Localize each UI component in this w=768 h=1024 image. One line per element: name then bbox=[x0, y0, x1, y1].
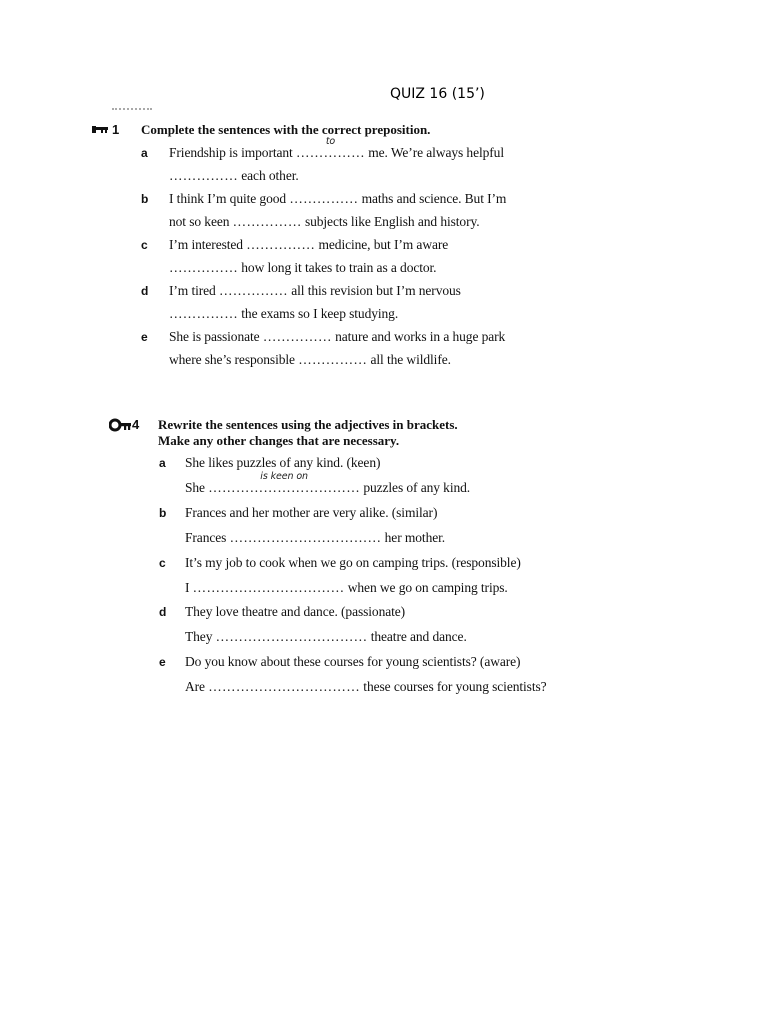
answer-blank[interactable] bbox=[263, 329, 332, 345]
exercise-4-instruction-line1: Rewrite the sentences using the adjectives in brackets. bbox=[158, 417, 458, 432]
text-after-blank: all the wildlife. bbox=[367, 352, 451, 367]
item-letter: d bbox=[159, 605, 167, 619]
text-after-blank: these courses for young scientists? bbox=[360, 679, 547, 694]
blank-dots: …………………………… bbox=[208, 679, 361, 694]
exercise-4-number: 4 bbox=[132, 417, 140, 432]
item-letter: a bbox=[141, 146, 148, 160]
text-after-blank: puzzles of any kind. bbox=[360, 480, 471, 495]
key-icon bbox=[92, 124, 108, 136]
item-letter: a bbox=[159, 456, 166, 470]
item-letter: c bbox=[159, 556, 166, 570]
blank-dots: …………… bbox=[262, 329, 332, 344]
answer-line bbox=[185, 679, 547, 695]
text-before-blank: where she’s responsible bbox=[169, 352, 299, 367]
text-after-blank: nature and works in a huge park bbox=[331, 329, 506, 344]
scan-artifact bbox=[112, 108, 152, 114]
exercise-4-instruction-line2: Make any other changes that are necessary. bbox=[158, 433, 400, 448]
text-before-blank: Frances bbox=[185, 530, 230, 545]
item-letter: e bbox=[141, 330, 148, 344]
blank-dots: …………… bbox=[169, 306, 238, 321]
text-before-blank: Friendship is important bbox=[169, 145, 296, 160]
text-after-blank: me. We’re always helpful bbox=[364, 145, 504, 160]
answer-blank[interactable] bbox=[219, 283, 288, 299]
blank-dots: …………… bbox=[295, 145, 365, 160]
handwritten-answer: to bbox=[325, 136, 336, 147]
item-letter: b bbox=[141, 192, 149, 206]
exercise-4-heading bbox=[109, 417, 469, 449]
text-after-blank: the exams so I keep studying. bbox=[238, 306, 399, 321]
blank-dots: …………… bbox=[246, 237, 316, 252]
blank-dots: …………………………… bbox=[229, 530, 382, 545]
answer-blank[interactable] bbox=[289, 191, 358, 207]
text-before-blank: not so keen bbox=[169, 214, 233, 229]
text-after-blank: when we go on camping trips. bbox=[344, 580, 508, 595]
text-after-blank: each other. bbox=[238, 168, 299, 183]
blank-dots: …………… bbox=[169, 168, 238, 183]
answer-blank[interactable] bbox=[295, 136, 365, 161]
sentence-line bbox=[169, 352, 451, 368]
sentence-line bbox=[169, 191, 506, 207]
blank-dots: …………… bbox=[298, 352, 368, 367]
text-after-blank: maths and science. But I’m bbox=[358, 191, 507, 206]
answer-line bbox=[185, 629, 467, 645]
answer-line bbox=[185, 530, 445, 546]
answer-blank[interactable] bbox=[216, 629, 368, 645]
text-before-blank: Are bbox=[185, 679, 209, 694]
answer-line bbox=[185, 471, 471, 496]
exercise-1-heading bbox=[92, 122, 452, 138]
handwritten-answer: is keen on bbox=[260, 471, 308, 482]
text-before-blank: I bbox=[185, 580, 193, 595]
prompt-sentence: They love theatre and dance. (passionate) bbox=[185, 604, 406, 619]
text-after-blank: subjects like English and history. bbox=[301, 214, 480, 229]
text-before-blank: She bbox=[185, 480, 209, 495]
blank-dots: …………… bbox=[289, 191, 359, 206]
answer-blank[interactable] bbox=[233, 214, 302, 230]
text-before-blank: She is passionate bbox=[169, 329, 263, 344]
text-after-blank: all this revision but I’m nervous bbox=[287, 283, 461, 298]
item-letter: d bbox=[141, 284, 149, 298]
sentence-line bbox=[169, 260, 436, 276]
blank-dots: …………………………… bbox=[215, 629, 368, 644]
blank-dots: …………… bbox=[218, 283, 288, 298]
prompt-sentence: It’s my job to cook when we go on camping trips. (responsible) bbox=[185, 555, 521, 570]
blank-dots: …………… bbox=[232, 214, 302, 229]
text-after-blank: medicine, but I’m aware bbox=[315, 237, 449, 252]
item-letter: c bbox=[141, 238, 148, 252]
sentence-line bbox=[169, 329, 505, 345]
answer-blank[interactable] bbox=[208, 679, 360, 695]
text-after-blank: how long it takes to train as a doctor. bbox=[238, 260, 437, 275]
sentence-line bbox=[169, 306, 398, 322]
prompt-sentence: Frances and her mother are very alike. (similar) bbox=[185, 505, 438, 520]
item-letter: e bbox=[159, 655, 166, 669]
text-before-blank: I’m interested bbox=[169, 237, 247, 252]
text-after-blank: theatre and dance. bbox=[367, 629, 467, 644]
answer-blank[interactable] bbox=[230, 530, 382, 546]
prompt-sentence: Do you know about these courses for young scientists? (aware) bbox=[185, 654, 521, 669]
sentence-line bbox=[169, 237, 448, 253]
prompt-sentence: She likes puzzles of any kind. (keen) bbox=[185, 455, 381, 470]
answer-blank[interactable] bbox=[193, 580, 345, 596]
blank-dots: …………… bbox=[169, 260, 238, 275]
sentence-line bbox=[169, 214, 480, 230]
text-before-blank: I think I’m quite good bbox=[169, 191, 290, 206]
key-icon bbox=[109, 418, 131, 432]
exercise-1-instruction: Complete the sentences with the correct preposition. bbox=[141, 122, 431, 137]
answer-blank[interactable] bbox=[169, 306, 238, 322]
quiz-title: QUIZ 16 (15’) bbox=[390, 86, 485, 102]
text-after-blank: her mother. bbox=[381, 530, 446, 545]
answer-line bbox=[185, 580, 508, 596]
answer-blank[interactable] bbox=[169, 168, 238, 184]
sentence-line bbox=[169, 283, 461, 299]
blank-dots: …………………………… bbox=[192, 580, 345, 595]
exercise-1-number: 1 bbox=[112, 122, 120, 137]
text-before-blank: I’m tired bbox=[169, 283, 219, 298]
answer-blank[interactable] bbox=[246, 237, 315, 253]
answer-blank[interactable] bbox=[298, 352, 367, 368]
answer-blank[interactable] bbox=[208, 471, 361, 496]
sentence-line bbox=[169, 136, 504, 161]
answer-blank[interactable] bbox=[169, 260, 238, 276]
item-letter: b bbox=[159, 506, 167, 520]
sentence-line bbox=[169, 168, 299, 184]
blank-dots: …………………………… bbox=[208, 480, 361, 495]
text-before-blank: They bbox=[185, 629, 216, 644]
